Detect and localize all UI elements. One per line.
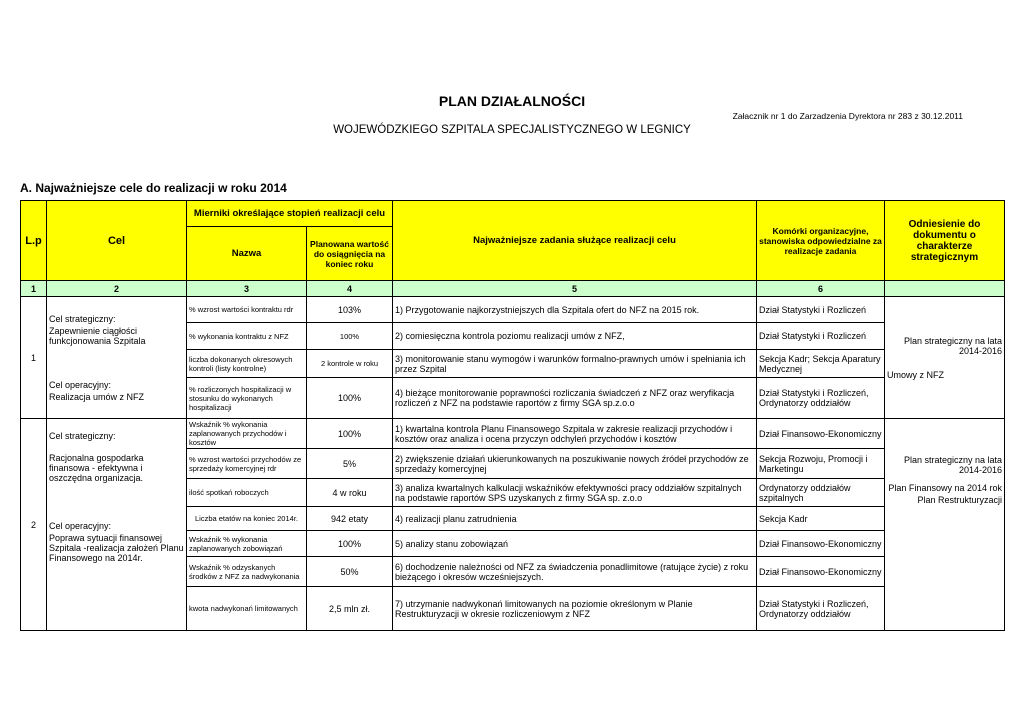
miernik-nazwa: % wzrost wartości kontraktu rdr xyxy=(187,297,307,323)
komorka: Dział Statystyki i Rozliczeń xyxy=(757,323,885,350)
page-subtitle: WOJEWÓDZKIEGO SZPITALA SPECJALISTYCZNEGO W LEGNICY xyxy=(333,124,691,136)
komorka: Dział Statystyki i Rozliczeń, Ordynatorzy oddziałów xyxy=(757,587,885,631)
zadanie: 2) comiesięczna kontrola poziomu realizacji umów z NFZ, xyxy=(393,323,757,350)
miernik-nazwa: kwota nadwykonań limitowanych xyxy=(187,587,307,631)
zadanie: 3) analiza kwartalnych kalkulacji wskaźników efektywności pracy oddziałów szpitalnych na podstawie raportów SPS uzyskanych z firmy SGA sp. z.o.o xyxy=(393,479,757,507)
zadanie: 7) utrzymanie nadwykonań limitowanych na poziomie określonym w Planie Restrukturyzacji w okresie rozliczeniowym z NFZ xyxy=(393,587,757,631)
miernik-wartosc: 4 w roku xyxy=(307,479,393,507)
header-planowana: Planowana wartość do osiągnięcia na koniec roku xyxy=(307,227,393,281)
row-lp: 1 xyxy=(21,297,47,419)
row-lp: 2 xyxy=(21,419,47,631)
miernik-nazwa: % rozliczonych hospitalizacji w stosunku do wykonanych hospitalizacji xyxy=(187,378,307,419)
komorka: Dział Finansowo-Ekonomiczny xyxy=(757,557,885,587)
odniesienie-cell xyxy=(885,297,1005,419)
miernik-nazwa: liczba dokonanych okresowych kontroli (listy kontrolne) xyxy=(187,350,307,378)
header-lp: L.p xyxy=(21,201,47,281)
zadanie: 1) kwartalna kontrola Planu Finansowego Szpitala w zakresie realizacji przychodów i kosztów oraz analiza i ocena przyczyn odchyleń przychodów i kosztów xyxy=(393,419,757,449)
column-number-blank xyxy=(885,281,1005,297)
miernik-nazwa: Wskaźnik % wykonania zaplanowanych przychodów i kosztów xyxy=(187,419,307,449)
zadanie: 4) bieżące monitorowanie poprawności rozliczania świadczeń z NFZ oraz weryfikacja rozliczeń z NFZ na podstawie raportów z firmy SGA sp.z.o.o xyxy=(393,378,757,419)
miernik-wartosc: 103% xyxy=(307,297,393,323)
odniesienie-doc: Plan Restrukturyzacji xyxy=(917,495,1002,505)
miernik-nazwa: Wskaźnik % odzyskanych środków z NFZ za nadwykonania xyxy=(187,557,307,587)
komorka: Sekcja Kadr; Sekcja Aparatury Medycznej xyxy=(757,350,885,378)
header-odniesienie: Odniesienie do dokumentu o charakterze strategicznym xyxy=(885,201,1005,281)
column-number: 5 xyxy=(393,281,757,297)
miernik-wartosc: 2 kontrole w roku xyxy=(307,350,393,378)
komorka: Ordynatorzy oddziałów szpitalnych xyxy=(757,479,885,507)
cel-strategiczny: Racjonalna gospodarka finansowa - efektywna i oszczędna organizacja. xyxy=(49,453,144,483)
section-title: A. Najważniejsze cele do realizacji w roku 2014 xyxy=(20,181,287,195)
zadanie: 2) zwiększenie działań ukierunkowanych na poszukiwanie nowych źródeł przychodów ze sprzedaży komercyjnej xyxy=(393,449,757,479)
table-row xyxy=(21,297,1005,323)
miernik-wartosc: 50% xyxy=(307,557,393,587)
miernik-wartosc: 2,5 mln zł. xyxy=(307,587,393,631)
zadanie: 3) monitorowanie stanu wymogów i warunków formalno-prawnych umów i spełniania ich przez Szpital xyxy=(393,350,757,378)
odniesienie-doc: Plan strategiczny na lata 2014-2016 xyxy=(903,335,1002,356)
header-cel: Cel xyxy=(47,201,187,281)
header-nazwa: Nazwa xyxy=(187,227,307,281)
odniesienie-doc: Umowy z NFZ xyxy=(887,369,944,380)
miernik-nazwa: Liczba etatów na koniec 2014r. xyxy=(187,507,307,531)
header-zadania: Najważniejsze zadania służące realizacji celu xyxy=(393,201,757,281)
komorka: Dział Statystyki i Rozliczeń, Ordynatorzy oddziałów xyxy=(757,378,885,419)
table-row xyxy=(21,419,1005,449)
zadanie: 1) Przygotowanie najkorzystniejszych dla Szpitala ofert do NFZ na 2015 rok. xyxy=(393,297,757,323)
odniesienie-cell xyxy=(885,419,1005,631)
miernik-nazwa: % wzrost wartości przychodów ze sprzedaży komercyjnej rdr xyxy=(187,449,307,479)
komorka: Dział Statystyki i Rozliczeń xyxy=(757,297,885,323)
cel-operacyjny-label: Cel operacyjny: xyxy=(49,379,112,390)
header-mierniki: Mierniki określające stopień realizacji celu xyxy=(187,201,393,227)
miernik-wartosc: 942 etaty xyxy=(307,507,393,531)
miernik-wartosc: 100% xyxy=(307,531,393,557)
komorka: Dział Finansowo-Ekonomiczny xyxy=(757,419,885,449)
cel-cell xyxy=(47,419,187,631)
column-number: 3 xyxy=(187,281,307,297)
annex-note: Załacznik nr 1 do Zarzadzenia Dyrektora nr 283 z 30.12.2011 xyxy=(732,111,963,121)
cel-strategiczny: Zapewnienie ciągłości funkcjonowania Szpitala xyxy=(49,325,146,346)
miernik-nazwa: Wskaźnik % wykonania zaplanowanych zobowiązań xyxy=(187,531,307,557)
komorka: Sekcja Kadr xyxy=(757,507,885,531)
odniesienie-doc: Plan Finansowy na 2014 rok xyxy=(888,483,1002,493)
zadanie: 6) dochodzenie należności od NFZ za świadczenia ponadlimitowe (ratujące życie) z roku bieżącego i okresów wcześniejszych. xyxy=(393,557,757,587)
zadanie: 4) realizacji planu zatrudnienia xyxy=(393,507,757,531)
page-title: PLAN DZIAŁALNOŚCI xyxy=(438,93,586,109)
cel-operacyjny: Realizacja umów z NFZ xyxy=(49,391,145,402)
cel-cell xyxy=(47,297,187,419)
miernik-wartosc: 100% xyxy=(307,419,393,449)
header-komorki: Komórki organizacyjne, stanowiska odpowiedzialne za realizacje zadania xyxy=(757,201,885,281)
cel-operacyjny-label: Cel operacyjny: xyxy=(49,521,112,531)
column-number: 2 xyxy=(47,281,187,297)
column-number: 4 xyxy=(307,281,393,297)
column-number: 6 xyxy=(757,281,885,297)
komorka: Sekcja Rozwoju, Promocji i Marketingu xyxy=(757,449,885,479)
komorka: Dział Finansowo-Ekonomiczny xyxy=(757,531,885,557)
miernik-wartosc: 100% xyxy=(307,323,393,350)
miernik-wartosc: 5% xyxy=(307,449,393,479)
cel-strategiczny-label: Cel strategiczny: xyxy=(49,431,116,441)
plan-table xyxy=(20,200,1005,631)
column-number: 1 xyxy=(21,281,47,297)
cel-strategiczny-label: Cel strategiczny: xyxy=(49,313,116,324)
cel-operacyjny: Poprawa sytuacji finansowej Szpitala -realizacja założeń Planu Finansowego na 2014r. xyxy=(49,533,184,563)
miernik-nazwa: % wykonania kontraktu z NFZ xyxy=(187,323,307,350)
odniesienie-doc: Plan strategiczny na lata 2014-2016 xyxy=(903,455,1002,475)
zadanie: 5) analizy stanu zobowiązań xyxy=(393,531,757,557)
miernik-nazwa: ilość spotkań roboczych xyxy=(187,479,307,507)
miernik-wartosc: 100% xyxy=(307,378,393,419)
